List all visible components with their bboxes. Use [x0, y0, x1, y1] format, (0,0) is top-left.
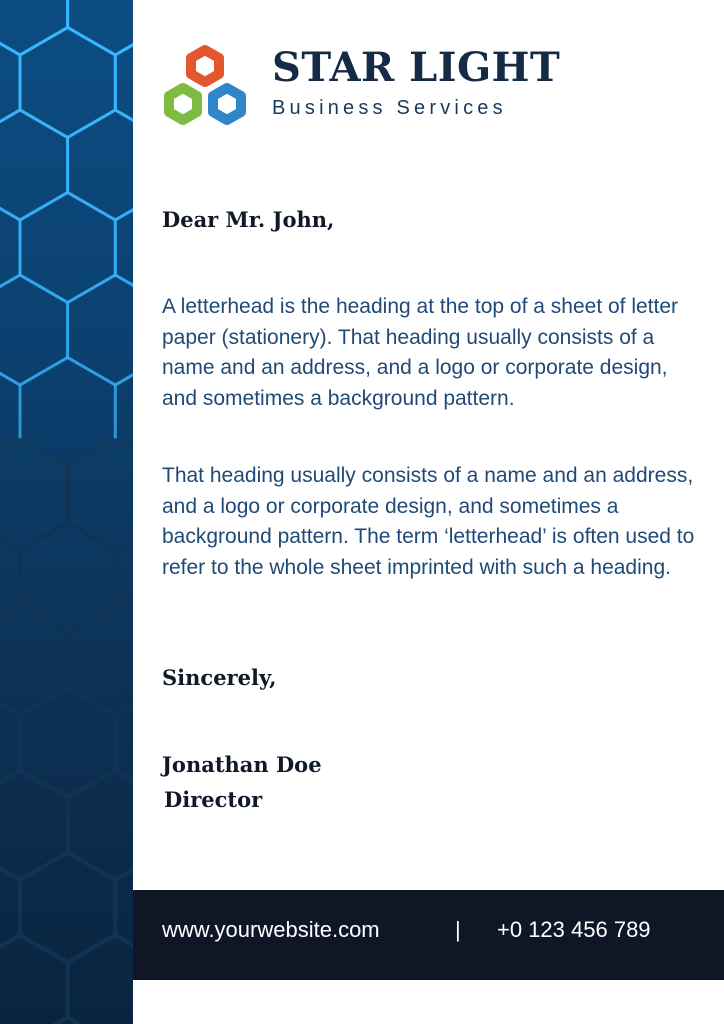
decorative-sidebar — [0, 0, 133, 1024]
website-link[interactable]: www.yourwebsite.com — [162, 917, 380, 942]
company-name: STAR LIGHT — [272, 44, 561, 91]
signature-title: Director — [164, 787, 263, 812]
letter-page — [133, 0, 724, 1024]
footer-bar — [133, 890, 724, 980]
hexagon-pattern — [0, 0, 133, 1024]
phone-number: +0 123 456 789 — [497, 917, 651, 942]
company-logo — [161, 44, 249, 132]
letter-paragraph-2: That heading usually consists of a name and an address, and a logo or corporate design, and sometimes a background pattern. The term ‘letterhead’ is often used to refer to the whole sheet imprinted with such a heading. — [162, 464, 695, 579]
letter-closing: Sincerely, — [162, 665, 277, 690]
signature-name: Jonathan Doe — [162, 752, 322, 777]
company-tagline: Business Services — [272, 97, 507, 119]
footer-separator: | — [455, 917, 461, 942]
letter-paragraph-1: A letterhead is the heading at the top of a sheet of letter paper (stationery). That heading usually consists of a name and an address, and a logo or corporate design, and sometimes a background pattern. — [162, 295, 679, 410]
letter-salutation: Dear Mr. John, — [162, 207, 335, 232]
three-hexagon-logo-icon — [161, 44, 249, 132]
